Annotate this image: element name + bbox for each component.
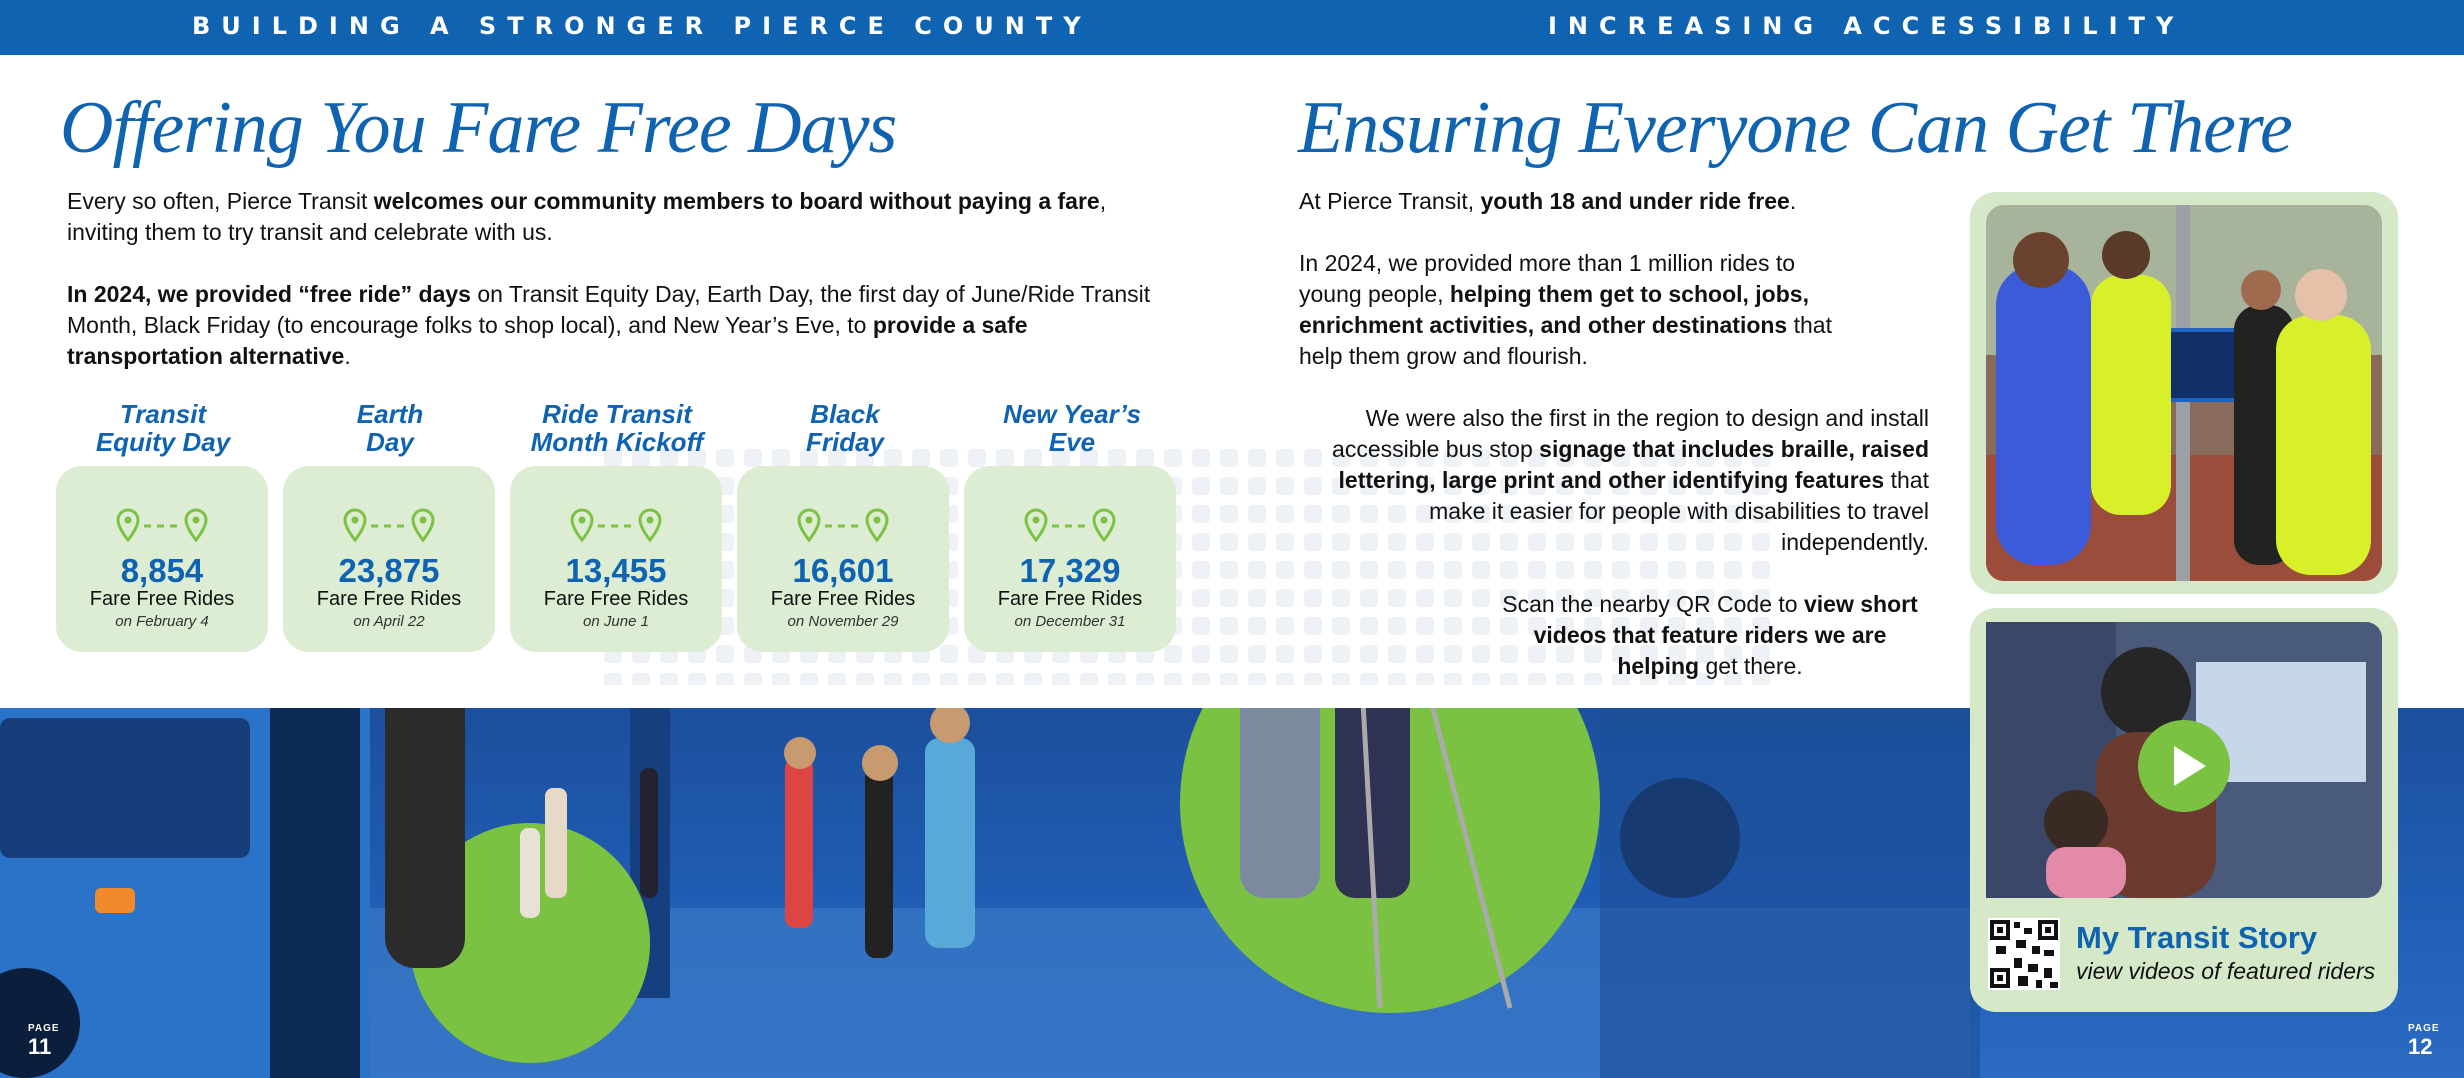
label-line: New Year’s xyxy=(1003,399,1141,429)
text-run: In 2024, we provided more than 1 million rides to young people, xyxy=(1299,250,1796,307)
event-label-earth-day xyxy=(285,400,495,456)
header-right: INCREASING ACCESSIBILITY xyxy=(1548,12,2185,40)
event-label-transit-equity-day xyxy=(58,400,268,456)
page-title-left: Offering You Fare Free Days xyxy=(60,87,897,169)
route-pins-icon xyxy=(114,506,210,546)
ride-unit: Fare Free Rides xyxy=(543,588,689,610)
text-run: , inviting them to try transit and celebrate with us. xyxy=(67,188,1107,245)
text-run: We were also the first in the region to design and install accessible bus stop xyxy=(1332,405,1929,462)
page-number: 12 xyxy=(2408,1034,2433,1059)
stat-card-earth-day xyxy=(283,466,495,652)
free-days-paragraph xyxy=(67,279,1157,372)
event-label-black-friday xyxy=(740,400,950,456)
event-label-new-years-eve xyxy=(967,400,1177,456)
label-line: Day xyxy=(366,427,414,457)
label-line: Eve xyxy=(1048,427,1096,457)
ride-date: on November 29 xyxy=(787,613,899,630)
ride-count: 17,329 xyxy=(1019,552,1121,589)
bus-stop-staff-photo xyxy=(1986,205,2382,581)
text-run-bold: provide a safe transportation alternative xyxy=(67,312,1028,369)
text-run: that help them grow and flourish. xyxy=(1299,312,1832,369)
qr-paragraph xyxy=(1500,589,1920,682)
text-run-bold: helping them get to school, jobs, enrichment activities, and other destinations xyxy=(1299,281,1809,338)
play-icon xyxy=(2138,720,2230,812)
intro-paragraph-left xyxy=(67,186,1157,248)
stat-card-black-friday xyxy=(737,466,949,652)
signage-paragraph xyxy=(1299,403,1929,558)
video-subtitle: view videos of featured riders xyxy=(2076,958,2376,984)
play-button[interactable] xyxy=(2138,720,2230,812)
text-run-bold: youth 18 and under ride free xyxy=(1480,188,1790,214)
page-label: PAGE xyxy=(2408,1023,2440,1034)
text-run: Scan the nearby QR Code to xyxy=(1502,591,1804,617)
qr-code-icon[interactable] xyxy=(1988,918,2060,990)
label-line: Friday xyxy=(805,427,885,457)
ride-date: on February 4 xyxy=(115,613,209,630)
ride-date: on December 31 xyxy=(1014,613,1126,630)
header-left: BUILDING A STRONGER PIERCE COUNTY xyxy=(192,12,1092,40)
ride-count: 8,854 xyxy=(120,552,204,589)
text-run-bold: signage that includes braille, raised lettering, large print and other identifying features xyxy=(1338,436,1929,493)
route-pins-icon xyxy=(795,506,891,546)
text-run: that make it easier for people with disabilities to travel independently. xyxy=(1429,467,1929,555)
route-pins-icon xyxy=(341,506,437,546)
text-run: At Pierce Transit, xyxy=(1299,188,1481,214)
rides-paragraph xyxy=(1299,248,1859,372)
page-title-right: Ensuring Everyone Can Get There xyxy=(1298,87,2292,169)
text-run-bold: In 2024, we provided “free ride” days xyxy=(67,281,471,307)
label-line: Black xyxy=(810,399,880,429)
label-line: Ride Transit xyxy=(542,399,692,429)
ride-count: 13,455 xyxy=(565,552,667,589)
ride-count: 16,601 xyxy=(792,552,894,589)
text-run: . xyxy=(344,343,351,369)
text-run: get there. xyxy=(1699,653,1803,679)
stat-card-new-years-eve xyxy=(964,466,1176,652)
label-line: Earth xyxy=(356,399,424,429)
text-run: . xyxy=(1789,188,1797,214)
page-number: 11 xyxy=(28,1034,52,1059)
top-banner xyxy=(0,0,2464,55)
video-title[interactable]: My Transit Story xyxy=(2076,920,2318,955)
event-label-ride-transit-kickoff xyxy=(512,400,722,456)
ride-unit: Fare Free Rides xyxy=(770,588,916,610)
text-run-bold: view short videos that feature riders we are helping xyxy=(1533,591,1918,679)
route-pins-icon xyxy=(1022,506,1118,546)
stat-card-transit-equity-day xyxy=(56,466,268,652)
page-number-left xyxy=(28,1023,60,1060)
ride-unit: Fare Free Rides xyxy=(997,588,1143,610)
page-label: PAGE xyxy=(28,1023,60,1034)
text-run: Every so often, Pierce Transit xyxy=(67,188,374,214)
video-card[interactable] xyxy=(1970,608,2398,1012)
ride-count: 23,875 xyxy=(338,552,440,589)
route-pins-icon xyxy=(568,506,664,546)
page-number-right xyxy=(2408,1023,2440,1060)
label-line: Transit xyxy=(119,399,207,429)
label-line: Month Kickoff xyxy=(530,427,704,457)
bus-stop-photo-frame xyxy=(1970,192,2398,594)
youth-paragraph xyxy=(1299,186,1899,217)
ride-date: on April 22 xyxy=(353,613,425,630)
stat-card-ride-transit-kickoff xyxy=(510,466,722,652)
ride-date: on June 1 xyxy=(583,613,649,630)
label-line: Equity Day xyxy=(95,427,231,457)
ride-unit: Fare Free Rides xyxy=(316,588,462,610)
text-run: on Transit Equity Day, Earth Day, the first day of June/Ride Transit Month, Black Friday (to encourage folks to shop local), and New Year’s Eve, to xyxy=(67,281,1151,338)
ride-unit: Fare Free Rides xyxy=(89,588,235,610)
text-run-bold: welcomes our community members to board without paying a fare xyxy=(373,188,1100,214)
